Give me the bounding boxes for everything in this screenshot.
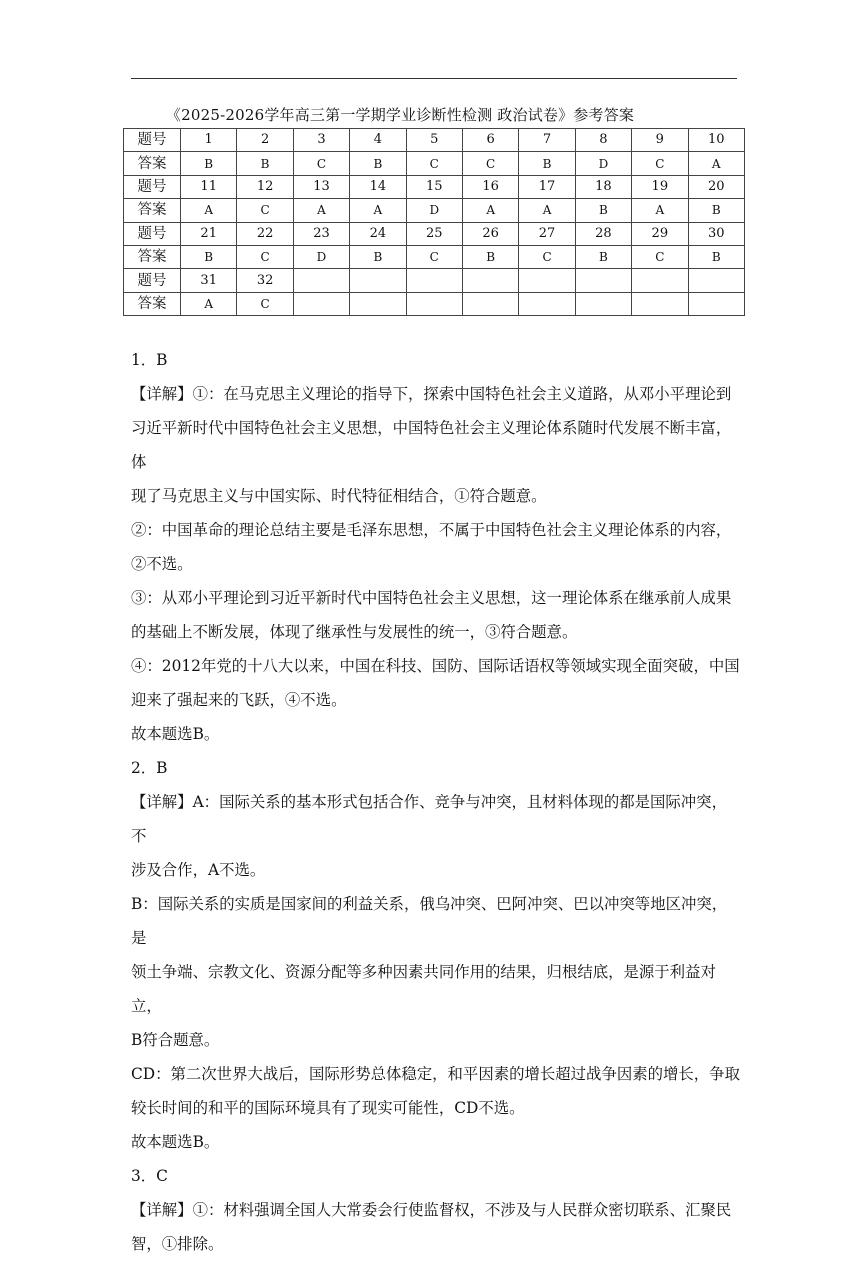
text-line: 故本题选B。 — [131, 725, 220, 743]
text-line: 领土争端、宗教文化、资源分配等多种因素共同作用的结果，归根结底，是源于利益对立， — [131, 963, 716, 1015]
question-number-cell: 13 — [293, 175, 349, 198]
question-number-cell: 30 — [688, 222, 744, 245]
answer-cell: A — [632, 199, 688, 222]
header-rule — [131, 78, 737, 79]
row-label: 题号 — [124, 269, 181, 292]
answer-table-row — [124, 152, 745, 175]
question-number-cell — [350, 269, 406, 292]
answer-cell — [688, 292, 744, 315]
answer-cell: B — [181, 245, 237, 268]
text-line: 故本题选B。 — [131, 1133, 220, 1151]
answer-cell: C — [293, 152, 349, 175]
answer-table-row — [124, 175, 745, 198]
answer-cell: B — [575, 245, 631, 268]
text-line: 的基础上不断发展，体现了继承性与发展性的统一，③符合题意。 — [131, 623, 578, 641]
question-number-cell: 11 — [181, 175, 237, 198]
answer-cell: A — [181, 292, 237, 315]
document-title: 《2025-2026学年高三第一学期学业诊断性检测 政治试卷》参考答案 — [165, 106, 635, 124]
text-line: 现了马克思主义与中国实际、时代特征相结合，①符合题意。 — [131, 487, 547, 505]
question-number-cell: 18 — [575, 175, 631, 198]
answer-cell: C — [237, 199, 293, 222]
text-line: 2．B — [131, 759, 168, 777]
question-number-cell: 4 — [350, 129, 406, 152]
text-line: 涉及合作，A不选。 — [131, 861, 266, 879]
text-line: 习近平新时代中国特色社会主义思想，中国特色社会主义理论体系随时代发展不断丰富，体 — [131, 419, 732, 471]
question-number-cell — [293, 269, 349, 292]
answer-cell: A — [181, 199, 237, 222]
question-number-cell: 10 — [688, 129, 744, 152]
answer-table-row — [124, 199, 745, 222]
answer-cell: B — [350, 152, 406, 175]
text-line: 【详解】A：国际关系的基本形式包括合作、竞争与冲突，且材料体现的都是国际冲突，不 — [131, 793, 727, 845]
row-label: 题号 — [124, 129, 181, 152]
answer-cell: D — [575, 152, 631, 175]
answer-table-row — [124, 292, 745, 315]
answer-cell — [406, 292, 462, 315]
row-label: 答案 — [124, 292, 181, 315]
answer-cell: C — [632, 245, 688, 268]
question-number-cell: 1 — [181, 129, 237, 152]
answer-table-row — [124, 222, 745, 245]
answer-cell: A — [293, 199, 349, 222]
question-number-cell: 9 — [632, 129, 688, 152]
question-number-cell: 15 — [406, 175, 462, 198]
answer-table — [123, 128, 745, 316]
answer-cell: B — [462, 245, 518, 268]
question-number-cell: 7 — [519, 129, 575, 152]
question-number-cell: 32 — [237, 269, 293, 292]
question-number-cell: 31 — [181, 269, 237, 292]
question-number-cell: 17 — [519, 175, 575, 198]
answer-cell: D — [406, 199, 462, 222]
answer-cell: B — [519, 152, 575, 175]
text-line: B符合题意。 — [131, 1031, 220, 1049]
question-number-cell — [688, 269, 744, 292]
question-number-cell: 20 — [688, 175, 744, 198]
answer-cell: C — [237, 245, 293, 268]
question-number-cell — [519, 269, 575, 292]
question-number-cell: 16 — [462, 175, 518, 198]
answer-cell: C — [632, 152, 688, 175]
answer-cell: D — [293, 245, 349, 268]
answer-cell: C — [406, 245, 462, 268]
answer-cell: C — [462, 152, 518, 175]
text-line: 迎来了强起来的飞跃，④不选。 — [131, 691, 347, 709]
answer-cell: A — [462, 199, 518, 222]
answer-cell: B — [237, 152, 293, 175]
question-number-cell: 22 — [237, 222, 293, 245]
row-label: 题号 — [124, 175, 181, 198]
question-number-cell: 12 — [237, 175, 293, 198]
answer-table-row — [124, 269, 745, 292]
answer-cell: A — [350, 199, 406, 222]
text-line: ②：中国革命的理论总结主要是毛泽东思想，不属于中国特色社会主义理论体系的内容， — [131, 521, 732, 539]
answer-cell: B — [688, 199, 744, 222]
answer-cell — [632, 292, 688, 315]
answer-cell: B — [688, 245, 744, 268]
question-number-cell — [575, 269, 631, 292]
text-line: ③：从邓小平理论到习近平新时代中国特色社会主义思想，这一理论体系在继承前人成果 — [131, 589, 732, 607]
question-number-cell: 3 — [293, 129, 349, 152]
question-number-cell: 2 — [237, 129, 293, 152]
question-number-cell: 8 — [575, 129, 631, 152]
question-number-cell: 26 — [462, 222, 518, 245]
answer-cell — [293, 292, 349, 315]
answer-cell — [519, 292, 575, 315]
answer-cell: C — [237, 292, 293, 315]
text-line: ②不选。 — [131, 555, 193, 573]
question-number-cell — [462, 269, 518, 292]
explanations — [131, 343, 741, 1261]
question-number-cell: 29 — [632, 222, 688, 245]
text-line: 智，①排除。 — [131, 1235, 224, 1253]
text-line: 【详解】①：在马克思主义理论的指导下，探索中国特色社会主义道路，从邓小平理论到 — [131, 385, 732, 403]
question-number-cell — [406, 269, 462, 292]
answer-cell: C — [519, 245, 575, 268]
answer-cell — [575, 292, 631, 315]
answer-table-row — [124, 129, 745, 152]
answer-cell: C — [406, 152, 462, 175]
answer-cell: B — [181, 152, 237, 175]
text-line: CD：第二次世界大战后，国际形势总体稳定，和平因素的增长超过战争因素的增长，争取 — [131, 1065, 740, 1083]
question-number-cell: 5 — [406, 129, 462, 152]
row-label: 答案 — [124, 152, 181, 175]
answer-cell: B — [575, 199, 631, 222]
text-line: B：国际关系的实质是国家间的利益关系，俄乌冲突、巴阿冲突、巴以冲突等地区冲突，是 — [131, 895, 728, 947]
question-number-cell: 6 — [462, 129, 518, 152]
question-number-cell: 19 — [632, 175, 688, 198]
question-number-cell: 28 — [575, 222, 631, 245]
answer-table-row — [124, 245, 745, 268]
question-number-cell: 27 — [519, 222, 575, 245]
row-label: 答案 — [124, 199, 181, 222]
question-number-cell: 23 — [293, 222, 349, 245]
question-number-cell: 24 — [350, 222, 406, 245]
question-number-cell — [632, 269, 688, 292]
question-number-cell: 25 — [406, 222, 462, 245]
row-label: 答案 — [124, 245, 181, 268]
row-label: 题号 — [124, 222, 181, 245]
answer-cell: A — [688, 152, 744, 175]
answer-cell — [350, 292, 406, 315]
answer-cell: B — [350, 245, 406, 268]
text-line: 【详解】①：材料强调全国人大常委会行使监督权，不涉及与人民群众密切联系、汇聚民 — [131, 1201, 732, 1219]
text-line: 较长时间的和平的国际环境具有了现实可能性，CD不选。 — [131, 1099, 525, 1117]
text-line: 3．C — [131, 1167, 168, 1185]
text-line: ④：2012年党的十八大以来，中国在科技、国防、国际话语权等领域实现全面突破，中国 — [131, 657, 740, 675]
answer-cell: A — [519, 199, 575, 222]
answer-cell — [462, 292, 518, 315]
question-number-cell: 21 — [181, 222, 237, 245]
question-number-cell: 14 — [350, 175, 406, 198]
text-line: 1．B — [131, 351, 168, 369]
